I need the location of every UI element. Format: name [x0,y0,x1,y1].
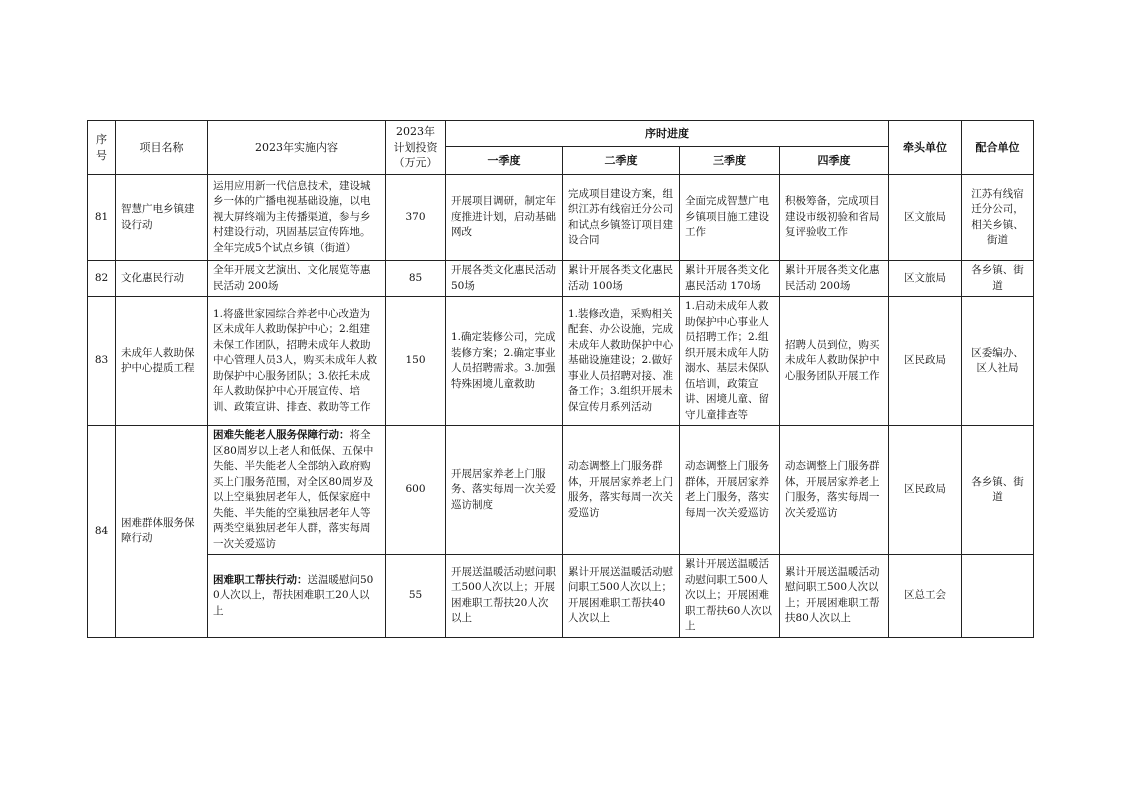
row-content: 1.将盛世家园综合养老中心改造为区未成年人救助保护中心；2.组建未保工作团队，招聘未成年人救助中心管理人员3人，购买未成年人救助保护中心服务团队；3.依托未成年人救助保护中心开展宣传、培训、政策宣讲、排查、救助等工作 [208,297,386,426]
row-q2: 累计开展各类文化惠民活动 100场 [563,261,680,297]
subproject-title: 困难失能老人服务保障行动： [213,429,350,441]
row-q3: 累计开展送温暖活动慰问职工500人次以上；开展困难职工帮扶60人次以上 [680,555,780,638]
row-content [208,555,386,638]
plan-table [87,120,1034,638]
header-q4: 四季度 [780,147,889,175]
subproject-content: 送温暖慰问500人次以上，帮扶困难职工20人以上 [213,573,374,617]
row-q2: 累计开展送温暖活动慰问职工500人次以上；开展困难职工帮扶40人次以上 [563,555,680,638]
row-seq: 81 [88,175,116,261]
subproject-content: 将全区80周岁以上老人和低保、五保中失能、半失能老人全部纳入政府购买上门服务范围，对全区80周岁及以上空巢独居老年人，低保家庭中失能、半失能的空巢独居老年人等两类空巢独居老年人群，落实每周一次关爱巡访 [213,429,374,550]
subproject-title: 困难职工帮扶行动： [213,573,308,586]
plan-table-page [87,120,1033,638]
row-q4: 招聘人员到位，购买未成年人救助保护中心服务团队开展工作 [780,297,889,426]
row-content: 全年开展文艺演出、文化展览等惠民活动 200场 [208,261,386,297]
row-q1: 开展居家养老上门服务、落实每周一次关爱巡访制度 [446,426,563,555]
row-lead: 区民政局 [889,297,962,426]
header-q3: 三季度 [680,147,780,175]
row-partner: 各乡镇、街道 [962,426,1034,555]
table-row [88,261,1034,297]
header-progress: 序时进度 [446,121,889,147]
table-row [88,555,1034,638]
row-seq: 82 [88,261,116,297]
row-q3: 动态调整上门服务群体，开展居家养老上门服务，落实每周一次关爱巡访 [680,426,780,555]
row-content: 运用应用新一代信息技术，建设城乡一体的广播电视基础设施，以电视大屏终端为主传播渠道，参与乡村建设行动，巩固基层宣传阵地。全年完成5个试点乡镇（街道） [208,175,386,261]
row-lead: 区文旅局 [889,175,962,261]
header-partner: 配合单位 [962,121,1034,175]
row-q1: 开展各类文化惠民活动 50场 [446,261,563,297]
row-invest: 600 [386,426,446,555]
row-invest: 370 [386,175,446,261]
row-partner: 各乡镇、街道 [962,261,1034,297]
header-invest: 2023年计划投资（万元） [386,121,446,175]
row-partner: 区委编办、区人社局 [962,297,1034,426]
row-q2: 1.装修改造，采购相关配套、办公设施，完成未成年人救助保护中心基础设施建设；2.做好事业人员招聘对接、准备工作；3.组织开展未保宣传月系列活动 [563,297,680,426]
row-q1: 开展送温暖活动慰问职工500人次以上；开展困难职工帮扶20人次以上 [446,555,563,638]
table-row [88,297,1034,426]
row-name: 未成年人救助保护中心提质工程 [116,297,208,426]
header-name: 项目名称 [116,121,208,175]
header-lead: 牵头单位 [889,121,962,175]
row-q1: 1.确定装修公司，完成装修方案；2.确定事业人员招聘需求。3.加强特殊困境儿童救助 [446,297,563,426]
row-seq: 83 [88,297,116,426]
row-partner: 江苏有线宿迁分公司，相关乡镇、街道 [962,175,1034,261]
row-invest: 150 [386,297,446,426]
row-q4: 动态调整上门服务群体，开展居家养老上门服务，落实每周一次关爱巡访 [780,426,889,555]
row-content [208,426,386,555]
row-invest: 55 [386,555,446,638]
row-lead: 区民政局 [889,426,962,555]
row-partner [962,555,1034,638]
header-q1: 一季度 [446,147,563,175]
row-name: 文化惠民行动 [116,261,208,297]
row-q3: 累计开展各类文化惠民活动 170场 [680,261,780,297]
row-q3: 全面完成智慧广电乡镇项目施工建设工作 [680,175,780,261]
row-q4: 累计开展各类文化惠民活动 200场 [780,261,889,297]
row-invest: 85 [386,261,446,297]
header-q2: 二季度 [563,147,680,175]
row-lead: 区文旅局 [889,261,962,297]
header-content: 2023年实施内容 [208,121,386,175]
row-q2: 完成项目建设方案，组织江苏有线宿迁分公司和试点乡镇签订项目建设合同 [563,175,680,261]
row-q1: 开展项目调研，制定年度推进计划，启动基础网改 [446,175,563,261]
table-row [88,426,1034,555]
row-lead: 区总工会 [889,555,962,638]
table-row [88,175,1034,261]
row-q2: 动态调整上门服务群体，开展居家养老上门服务，落实每周一次关爱巡访 [563,426,680,555]
row-seq: 84 [88,426,116,638]
header-seq: 序号 [88,121,116,175]
row-name: 困难群体服务保障行动 [116,426,208,638]
row-q4: 积极筹备，完成项目建设市级初验和省局复评验收工作 [780,175,889,261]
row-q3: 1.启动未成年人救助保护中心事业人员招聘工作；2.组织开展未成年人防溺水、基层未保队伍培训，政策宣讲、困境儿童、留守儿童排查等 [680,297,780,426]
row-q4: 累计开展送温暖活动慰问职工500人次以上；开展困难职工帮扶80人次以上 [780,555,889,638]
row-name: 智慧广电乡镇建设行动 [116,175,208,261]
